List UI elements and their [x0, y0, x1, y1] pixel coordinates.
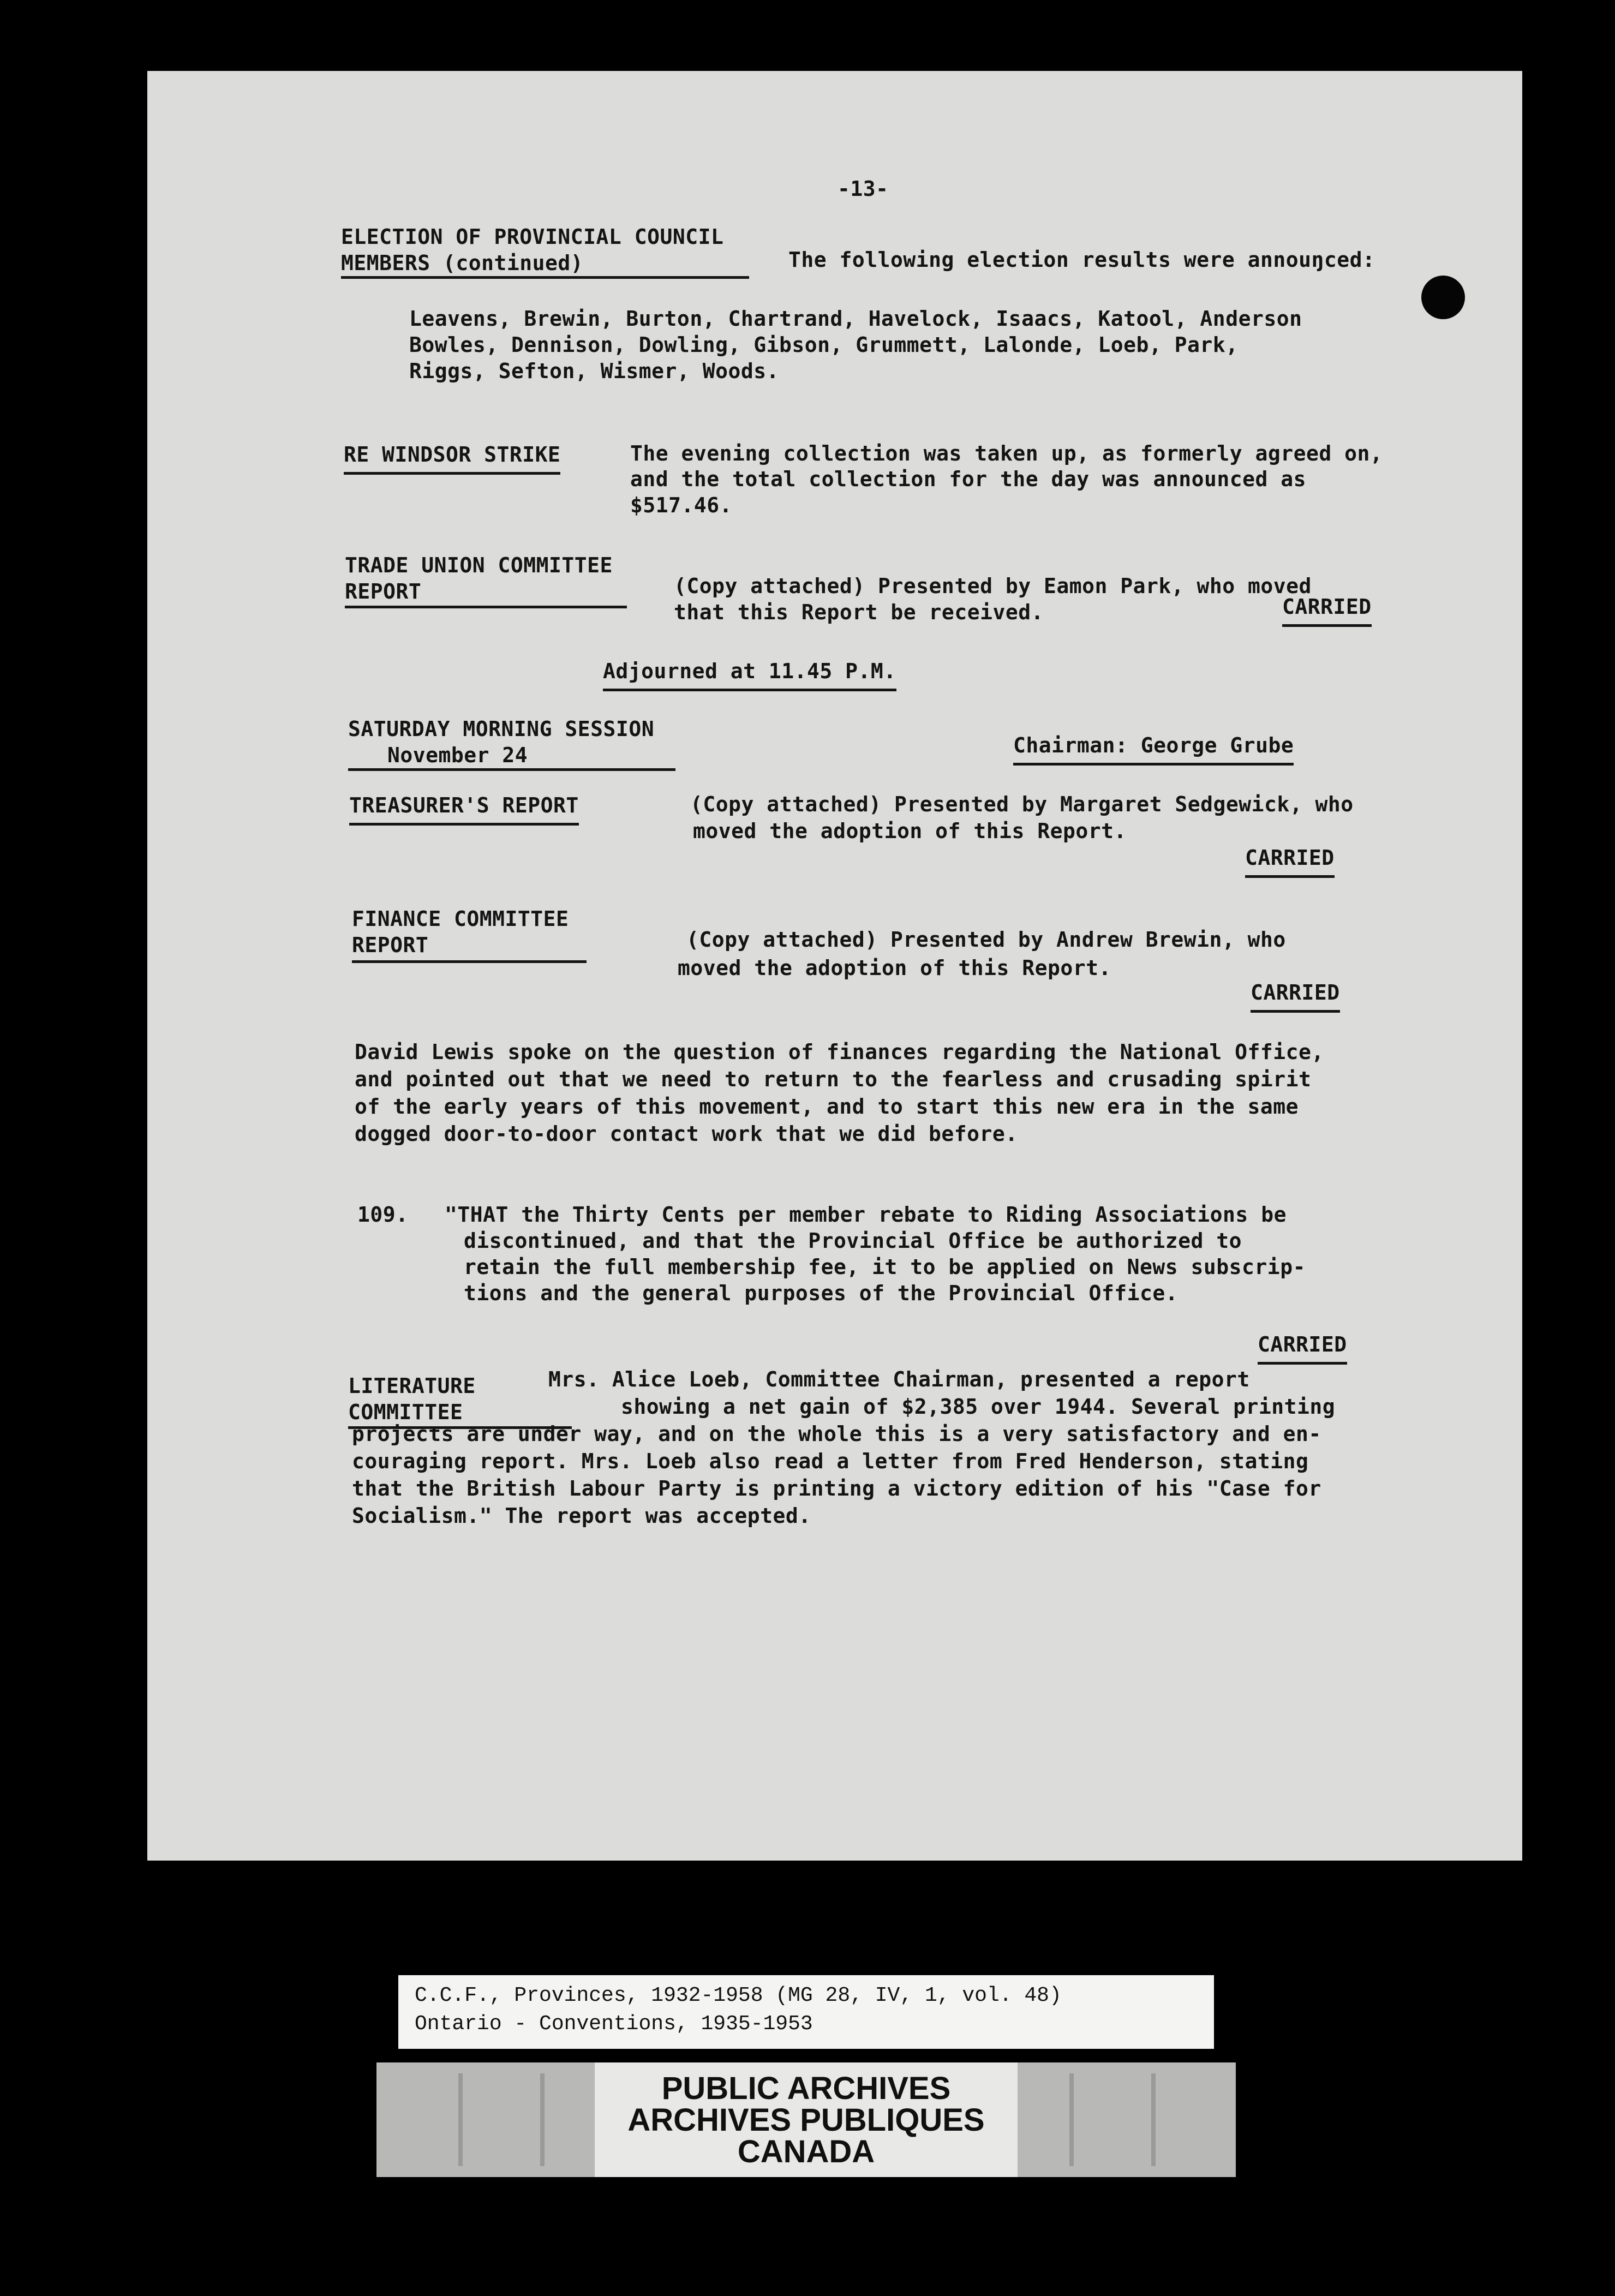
archives-stamp — [376, 2062, 1236, 2177]
resolution-number: 109. — [357, 1203, 409, 1227]
stamp-line1: PUBLIC ARCHIVES — [661, 2071, 951, 2106]
finance-line1: (Copy attached) Presented by Andrew Brewin, who — [686, 928, 1286, 952]
trade-union-line2: that this Report be received. — [674, 600, 1044, 624]
stamp-edge-left — [458, 2073, 463, 2166]
trade-union-heading-line2: REPORT — [345, 579, 422, 603]
stamp-edge-right-inner — [1069, 2073, 1074, 2166]
archive-label-line2: Ontario - Conventions, 1935-1953 — [415, 2012, 813, 2036]
election-heading-underline — [341, 276, 749, 279]
stamp-line3: CANADA — [737, 2134, 875, 2169]
stamp-edge-left-inner — [540, 2073, 545, 2166]
literature-heading-line2: COMMITTEE — [348, 1400, 463, 1424]
election-intro: The following election results were annouŋced: — [788, 248, 1375, 272]
finance-carried: CARRIED — [1251, 978, 1340, 1013]
adjourned-notice: Adjourned at 11.45 P.M. — [603, 657, 896, 691]
literature-heading-line1: LITERATURE — [348, 1374, 476, 1398]
stamp-line2: ARCHIVES PUBLIQUES — [627, 2102, 985, 2138]
finance-heading-line1: FINANCE COMMITTEE — [352, 907, 569, 931]
election-heading-line1: ELECTION OF PROVINCIAL COUNCIL — [341, 225, 724, 249]
saturday-heading-line1: SATURDAY MORNING SESSION — [348, 717, 655, 741]
treasurer-carried: CARRIED — [1245, 844, 1335, 878]
finance-line2: moved the adoption of this Report. — [678, 956, 1111, 980]
election-names-line2: Bowles, Dennison, Dowling, Gibson, Grummett, Lalonde, Loeb, Park, — [409, 333, 1239, 357]
election-names-line3: Riggs, Sefton, Wismer, Woods. — [409, 359, 779, 383]
literature-line5: that the British Labour Party is printing a victory edition of his "Case for — [352, 1476, 1321, 1500]
treasurer-line2: moved the adoption of this Report. — [693, 819, 1127, 843]
windsor-heading: RE WINDSOR STRIKE — [344, 440, 560, 475]
saturday-heading-line2: November 24 — [387, 743, 528, 767]
finance-heading-line2: REPORT — [352, 933, 429, 957]
resolution-carried: CARRIED — [1258, 1330, 1347, 1365]
resolution-line4: tions and the general purposes of the Provincial Office. — [464, 1281, 1179, 1305]
document-page — [147, 71, 1522, 1861]
resolution-line3: retain the full membership fee, it to be applied on News subscrip- — [464, 1255, 1306, 1279]
lewis-line2: and pointed out that we need to return to the fearless and crusading spirit — [355, 1067, 1312, 1091]
saturday-heading-underline — [348, 768, 675, 771]
session-chairman: Chairman: George Grube — [1013, 731, 1294, 766]
election-heading-line2: MEMBERS (continued) — [341, 251, 584, 275]
literature-line3: projects are under way, and on the whole this is a very satisfactory and en- — [352, 1422, 1321, 1446]
treasurer-line1: (Copy attached) Presented by Margaret Sedgewick, who — [690, 792, 1354, 816]
literature-line6: Socialism." The report was accepted. — [352, 1504, 811, 1528]
trade-union-heading-underline — [345, 606, 627, 608]
resolution-line1: "THAT the Thirty Cents per member rebate to Riding Associations be — [445, 1203, 1287, 1227]
lewis-line1: David Lewis spoke on the question of finances regarding the National Office, — [355, 1040, 1324, 1064]
windsor-line1: The evening collection was taken up, as formerly agreed on, — [630, 441, 1383, 465]
archive-label-line1: C.C.F., Provinces, 1932-1958 (MG 28, IV, 1, vol. 48) — [415, 1984, 1062, 2007]
page-number: -13- — [838, 177, 889, 201]
resolution-line2: discontinued, and that the Provincial Office be authorized to — [464, 1229, 1242, 1253]
stamp-edge-right — [1151, 2073, 1156, 2166]
trade-union-heading-line1: TRADE UNION COMMITTEE — [345, 553, 613, 577]
lewis-line3: of the early years of this movement, and to start this new era in the same — [355, 1095, 1299, 1119]
archive-reference-label — [398, 1975, 1214, 2049]
lewis-line4: dogged door-to-door contact work that we did before. — [355, 1122, 1018, 1146]
trade-union-line1: (Copy attached) Presented by Eamon Park, who moved — [674, 574, 1312, 598]
literature-line2: showing a net gain of $2,385 over 1944. Several printing — [621, 1395, 1336, 1419]
treasurer-heading: TREASURER'S REPORT — [349, 791, 579, 826]
literature-line1: Mrs. Alice Loeb, Committee Chairman, presented a report — [548, 1367, 1250, 1391]
literature-line4: couraging report. Mrs. Loeb also read a letter from Fred Henderson, stating — [352, 1449, 1309, 1473]
trade-union-carried: CARRIED — [1282, 593, 1372, 627]
punch-hole — [1421, 276, 1465, 319]
finance-heading-underline — [352, 960, 587, 963]
election-names-line1: Leavens, Brewin, Burton, Chartrand, Havelock, Isaacs, Katool, Anderson — [409, 307, 1302, 331]
windsor-line2: and the total collection for the day was announced as — [630, 467, 1307, 491]
stamp-panel — [595, 2062, 1018, 2177]
windsor-amount: $517.46. — [630, 493, 733, 517]
